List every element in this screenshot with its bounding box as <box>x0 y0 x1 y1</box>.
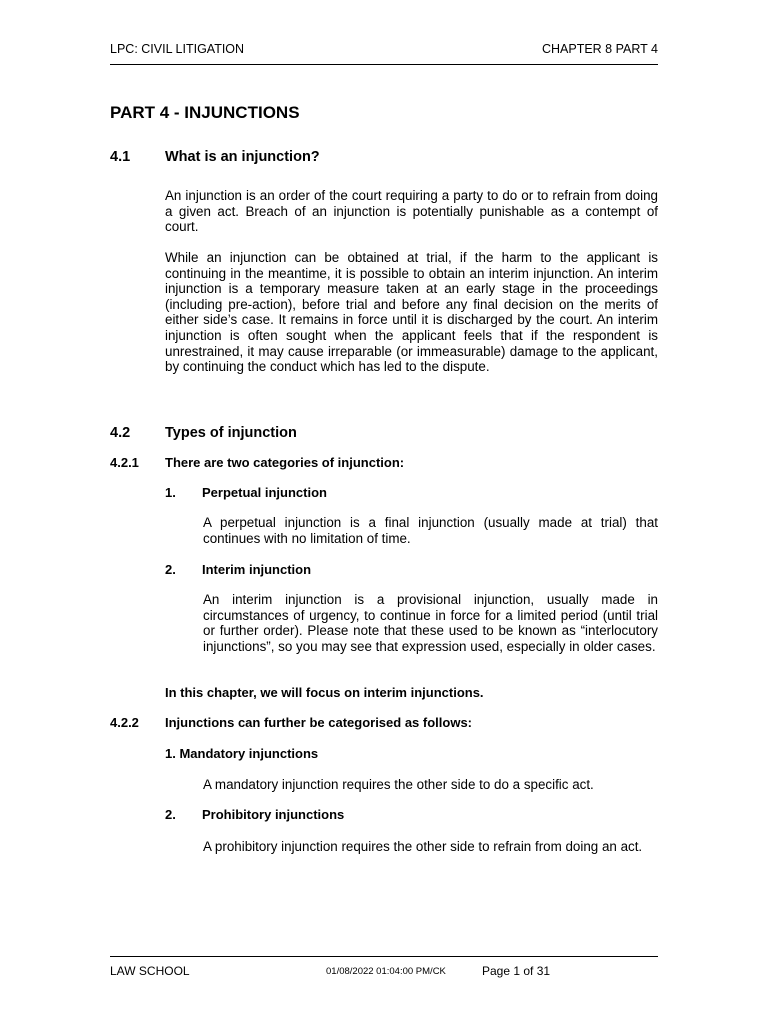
section-4-2-2-number: 4.2.2 <box>110 715 139 730</box>
footer-timestamp: 01/08/2022 01:04:00 PM/CK <box>326 966 446 977</box>
section-4-2-2-heading: Injunctions can further be categorised as follows: <box>165 715 472 730</box>
prohibitory-number: 2. <box>165 807 176 822</box>
focus-statement: In this chapter, we will focus on interim injunctions. <box>165 685 484 700</box>
perpetual-text: A perpetual injunction is a final injunction (usually made at trial) that continues with no limitation of time. <box>203 515 658 546</box>
interim-text: An interim injunction is a provisional injunction, usually made in circumstances of urgency, to continue in force for a limited period (until trial or further order). Please note that these used to be known as “interlocutory injunctions”, so you may see that expression used, especially in older cases. <box>203 592 658 654</box>
header-left: LPC: CIVIL LITIGATION <box>110 42 245 56</box>
section-4-1-number: 4.1 <box>110 149 131 165</box>
mandatory-text: A mandatory injunction requires the other side to do a specific act. <box>203 777 594 792</box>
footer-rule <box>110 956 658 957</box>
perpetual-number: 1. <box>165 485 176 500</box>
header-rule <box>110 64 658 65</box>
footer-left: LAW SCHOOL <box>110 964 190 978</box>
section-4-1-heading: What is an injunction? <box>165 149 320 165</box>
perpetual-heading: Perpetual injunction <box>202 485 327 500</box>
section-4-1-paragraph-2: While an injunction can be obtained at trial, if the harm to the applicant is continuing in the meantime, it is possible to obtain an interim injunction. An interim injunction is a temporary measure taken at an early stage in the proceedings (including pre-action), before trial and before any final decision on the merits of either side’s case. It remains in force until it is discharged by the court. An interim injunction is often sought when the applicant feels that if the respondent is unrestrained, it may cause irreparable (or immeasurable) damage to the applicant, by continuing the conduct which has led to the dispute. <box>165 250 658 375</box>
section-4-2-heading: Types of injunction <box>165 425 297 441</box>
page-number: Page 1 of 31 <box>482 964 551 978</box>
interim-heading: Interim injunction <box>202 562 312 577</box>
mandatory-heading: 1. Mandatory injunctions <box>165 746 319 761</box>
interim-number: 2. <box>165 562 176 577</box>
prohibitory-text: A prohibitory injunction requires the other side to refrain from doing an act. <box>203 839 643 854</box>
section-4-2-number: 4.2 <box>110 425 131 441</box>
page-title: PART 4 - INJUNCTIONS <box>110 103 300 122</box>
section-4-2-1-number: 4.2.1 <box>110 455 139 470</box>
header-right: CHAPTER 8 PART 4 <box>541 42 658 56</box>
section-4-1-paragraph-1: An injunction is an order of the court requiring a party to do or to refrain from doing a given act. Breach of an injunction is potentially punishable as a contempt of court. <box>165 188 658 235</box>
section-4-2-1-heading: There are two categories of injunction: <box>165 455 405 470</box>
prohibitory-heading: Prohibitory injunctions <box>202 807 345 822</box>
